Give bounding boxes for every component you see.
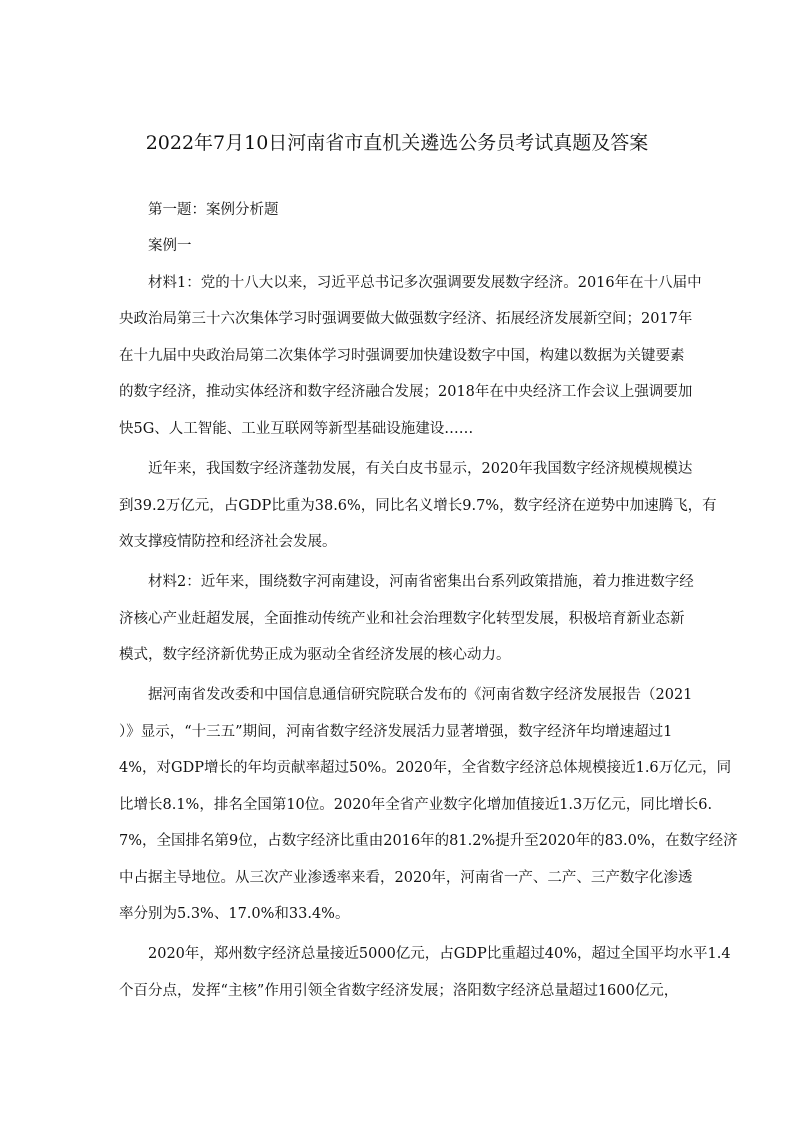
text-line: 材料2：近年来，围绕数字河南建设，河南省密集出台系列政策措施，着力推进数字经 (148, 574, 694, 590)
text-line: 效支撑疫情防控和经济社会发展。 (119, 534, 337, 550)
text-line: 据河南省发改委和中国信息通信研究院联合发布的《河南省数字经济发展报告（2021 (148, 687, 693, 703)
text-line: 的数字经济，推动实体经济和数字经济融合发展；2018年在中央经济工作会议上强调要加 (119, 384, 693, 400)
text-line: 快5G、人工智能、工业互联网等新型基础设施建设…… (119, 421, 474, 437)
text-line: 个百分点，发挥“主核”作用引领全省数字经济发展；洛阳数字经济总量超过1600亿元， (119, 983, 679, 999)
text-line: 4%，对GDP增长的年均贡献率超过50%。2020年，全省数字经济总体规模接近1.6万亿元，同 (119, 760, 732, 776)
text-line: 率分别为5.3%、17.0%和33.4%。 (119, 906, 350, 922)
text-line: 2020年，郑州数字经济总量接近5000亿元，占GDP比重超过40%，超过全国平均水平1.4 (148, 946, 731, 962)
text-line: 济核心产业赶超发展，全面推动传统产业和社会治理数字化转型发展，积极培育新业态新 (119, 611, 685, 627)
text-line: 模式，数字经济新优势正成为驱动全省经济发展的核心动力。 (119, 647, 511, 663)
text-line: 在十九届中央政治局第二次集体学习时强调要加快建设数字中国，构建以数据为关键要素 (119, 348, 685, 364)
case-heading: 案例一 (148, 238, 192, 254)
text-line: ）》显示，“十三五”期间，河南省数字经济发展活力显著增强，数字经济年均增速超过1 (119, 724, 673, 740)
text-line: 到39.2万亿元，占GDP比重为38.6%，同比名义增长9.7%，数字经济在逆势中加速腾飞，有 (119, 498, 717, 514)
text-line: 央政治局第三十六次集体学习时强调要做大做强数字经济、拓展经济发展新空间；2017年 (119, 311, 693, 327)
section-heading: 第一题：案例分析题 (148, 202, 279, 218)
text-line: 7%，全国排名第9位，占数字经济比重由2016年的81.2%提升至2020年的83.0%，在数字经济 (119, 833, 738, 849)
text-line: 材料1：党的十八大以来，习近平总书记多次强调要发展数字经济。2016年在十八届中 (148, 275, 702, 291)
text-line: 中占据主导地位。从三次产业渗透率来看，2020年，河南省一产、二产、三产数字化渗透 (119, 870, 693, 886)
text-line: 比增长8.1%，排名全国第10位。2020年全省产业数字化增加值接近1.3万亿元，同比增长6. (119, 797, 713, 813)
text-line: 近年来，我国数字经济蓬勃发展，有关白皮书显示，2020年我国数字经济规模规模达 (148, 461, 693, 477)
document-title: 2022年7月10日河南省市直机关遴选公务员考试真题及答案 (145, 132, 649, 154)
